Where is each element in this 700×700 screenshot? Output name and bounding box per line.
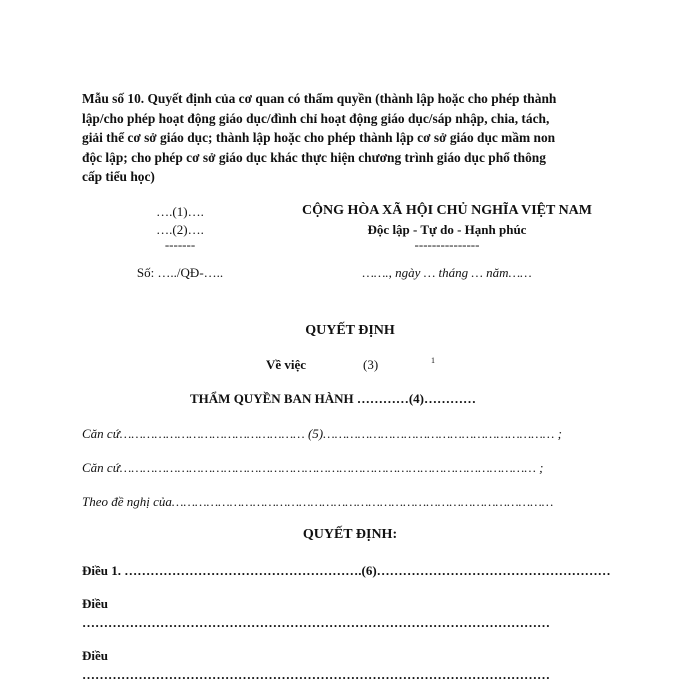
heading-line: cấp tiểu học) (82, 169, 155, 184)
document-number: Số: …../QĐ-….. (136, 265, 224, 280)
heading-line: Mẫu số 10. Quyết định của cơ quan có thẩm quyền (thành lập hoặc cho phép thành (82, 91, 557, 106)
subject-label: Về việc (266, 357, 307, 372)
heading-line: lập/cho phép hoạt động giáo dục/đình chỉ hoạt động giáo dục/sáp nhập, chia, tách, (82, 110, 550, 126)
article-3-dots: ……………………………………………………………………………………………… (82, 667, 550, 682)
legal-basis-2: Căn cứ……………………………………………………………………………………………… ; (82, 460, 544, 475)
issuing-authority: THẨM QUYỀN BAN HÀNH …………(4)………… (190, 391, 476, 406)
legal-basis-1: Căn cứ………………………………………… (5)…………………………………………………… ; (82, 426, 562, 441)
country-name: CỘNG HÒA XÃ HỘI CHỦ NGHĨA VIỆT NAM (301, 203, 592, 218)
agency-line-2: ….(2)…. (156, 222, 204, 237)
national-motto: Độc lập - Tự do - Hạnh phúc (367, 222, 527, 237)
footnote-marker: 1 (431, 356, 435, 365)
article-3-label: Điều (82, 648, 108, 663)
form-heading (82, 89, 622, 187)
heading-line: độc lập; cho phép cơ sở giáo dục khác thực hiện chương trình giáo dục phổ thông (82, 149, 546, 165)
document-title: QUYẾT ĐỊNH (305, 323, 395, 338)
article-2-label: Điều (82, 596, 108, 611)
heading-line: giải thể cơ sở giáo dục; thành lập hoặc cho phép thành lập cơ sở giáo dục mầm non (82, 130, 556, 145)
subject-placeholder: (3) (363, 357, 379, 372)
article-2-dots: ……………………………………………………………………………………………… (82, 615, 550, 630)
agency-rule: ------- (164, 237, 196, 252)
decision-title: QUYẾT ĐỊNH: (302, 527, 398, 542)
article-1: Điều 1. ……………………………………………….(6)……………………………………………… (82, 563, 611, 578)
date-line: ……., ngày … tháng … năm…… (362, 265, 532, 280)
proposal-line: Theo đề nghị của……………………………………………………………………………………… (82, 494, 554, 509)
agency-line-1: ….(1)…. (156, 204, 204, 219)
motto-rule: --------------- (414, 237, 480, 252)
